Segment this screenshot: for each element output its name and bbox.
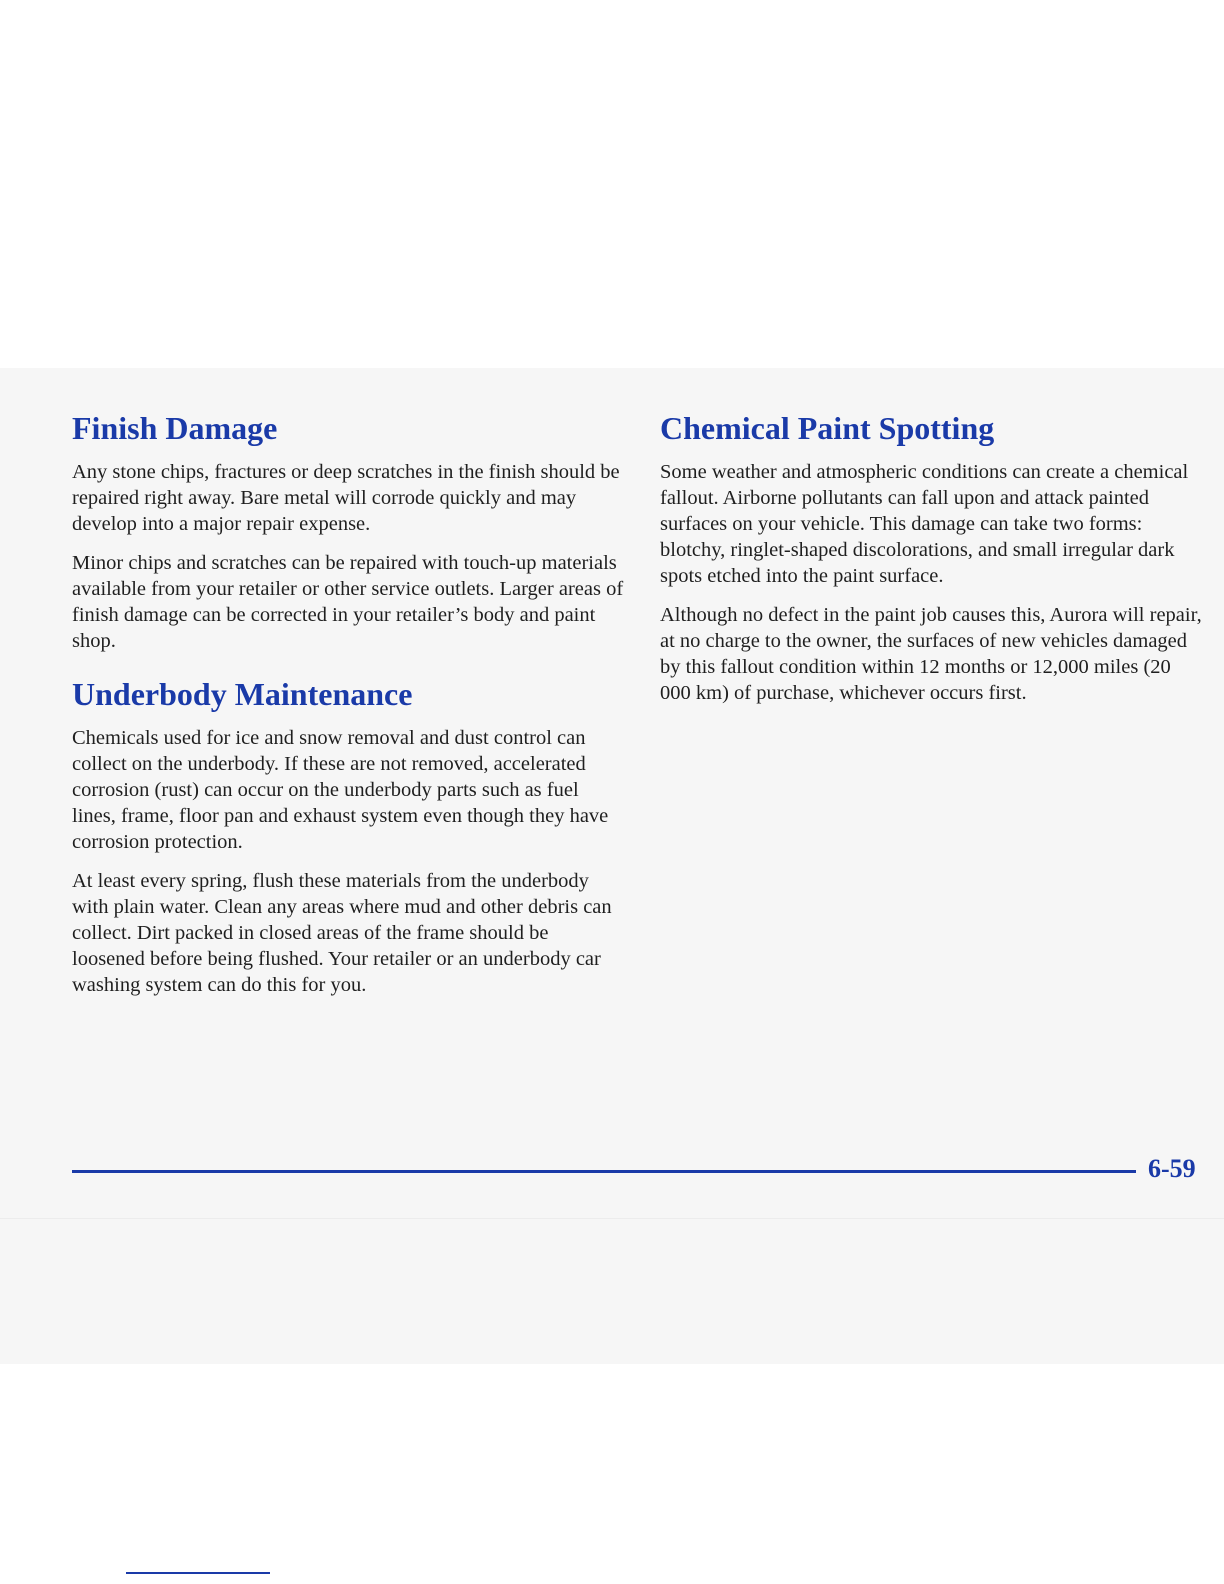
underbody-maintenance-section [72,676,624,998]
right-column [660,410,1205,719]
finish-damage-paragraph-1: Any stone chips, fractures or deep scratches in the finish should be repaired right away. Bare metal will corrode quickly and may develop into a major repair expense. [72,460,620,535]
band-divider [0,1218,1224,1219]
finish-damage-heading: Finish Damage [72,410,278,446]
underbody-maintenance-heading: Underbody Maintenance [72,675,413,712]
bottom-rule [126,1572,270,1574]
footer-rule [72,1170,1136,1173]
underbody-maintenance-paragraph-1: Chemicals used for ice and snow removal and dust control can collect on the underbody. If these are not removed, accelerated corrosion (rust) can occur on the underbody parts such as fuel lines, frame, floor pan and exhaust system even though they have corrosion protection. [72,726,609,853]
left-column [72,410,624,1011]
finish-damage-paragraph-2: Minor chips and scratches can be repaired with touch-up materials available from your retailer or other service outlets. Larger areas of finish damage can be corrected in your retailer’s body and paint shop. [72,551,624,652]
chemical-paint-spotting-paragraph-1: Some weather and atmospheric conditions can create a chemical fallout. Airborne pollutants can fall upon and attack painted surfaces on your vehicle. This damage can take two forms: blotchy, ringlet-shaped discolorations, and small irregular dark spots etched into the paint surface. [660,460,1189,587]
finish-damage-section [72,410,624,654]
underbody-maintenance-paragraph-2: At least every spring, flush these materials from the underbody with plain water. Clean any areas where mud and other debris can collect. Dirt packed in closed areas of the frame should be loosened before being flushed. Your retailer or an underbody car washing system can do this for you. [72,869,612,996]
page-number: 6-59 [1148,1154,1196,1183]
chemical-paint-spotting-paragraph-2: Although no defect in the paint job causes this, Aurora will repair, at no charge to the owner, the surfaces of new vehicles damaged by this fallout condition within 12 months or 12,000 miles (20 000 km) of purchase, whichever occurs first. [660,603,1202,704]
chemical-paint-spotting-heading: Chemical Paint Spotting [660,410,995,446]
chemical-paint-spotting-section [660,410,1205,706]
